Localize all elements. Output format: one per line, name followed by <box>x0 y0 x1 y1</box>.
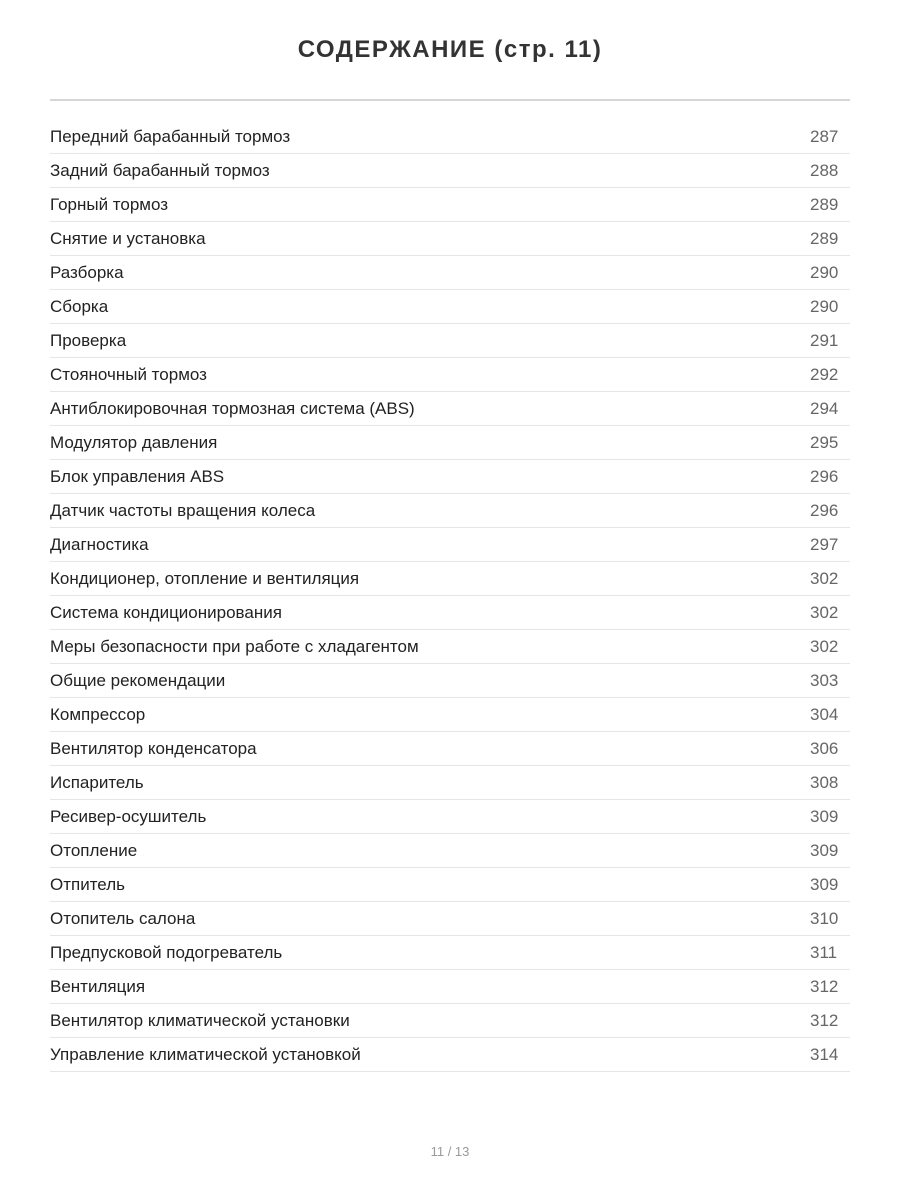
toc-entry[interactable] <box>50 902 850 936</box>
toc-entry[interactable] <box>50 358 850 392</box>
toc-entry[interactable] <box>50 528 850 562</box>
toc-entry-page: 309 <box>810 806 839 826</box>
toc-entry-label: Датчик частоты вращения колеса <box>50 500 316 520</box>
toc-entry-page: 296 <box>810 466 839 486</box>
title-divider <box>50 99 850 101</box>
toc-entry-page: 309 <box>810 874 839 894</box>
toc-entry-label: Передний барабанный тормоз <box>50 126 291 146</box>
toc-entry-page: 302 <box>810 568 839 588</box>
toc-entry-label: Разборка <box>50 262 124 282</box>
toc-entry[interactable] <box>50 698 850 732</box>
toc-entry[interactable] <box>50 222 850 256</box>
toc-entry-label: Горный тормоз <box>50 194 169 214</box>
toc-entry[interactable] <box>50 460 850 494</box>
toc-entry[interactable] <box>50 426 850 460</box>
toc-entry[interactable] <box>50 766 850 800</box>
toc-entry[interactable] <box>50 800 850 834</box>
toc-entry-label: Система кондиционирования <box>50 602 282 622</box>
toc-entry-label: Меры безопасности при работе с хладагентом <box>50 636 419 656</box>
toc-entry-page: 306 <box>810 738 839 758</box>
toc-entry[interactable] <box>50 630 850 664</box>
toc-entry[interactable] <box>50 1038 850 1072</box>
toc-entry-page: 302 <box>810 602 839 622</box>
toc-entry-label: Отопитель салона <box>50 908 196 928</box>
toc-entry-label: Отопление <box>50 840 138 860</box>
toc-entry-page: 303 <box>810 670 839 690</box>
toc-entry-label: Стояночный тормоз <box>50 364 207 384</box>
page-indicator: 11 / 13 <box>430 1144 470 1159</box>
toc-entry-page: 314 <box>810 1044 839 1064</box>
toc-entry-page: 310 <box>810 908 839 928</box>
toc-entry-label: Компрессор <box>50 704 146 724</box>
toc-entry-page: 302 <box>810 636 839 656</box>
toc-entry[interactable] <box>50 664 850 698</box>
toc-entry[interactable] <box>50 120 850 154</box>
toc-entry-label: Снятие и установка <box>50 228 206 248</box>
toc-entry-page: 309 <box>810 840 839 860</box>
toc-entry-label: Сборка <box>50 296 109 316</box>
toc-entry-label: Вентиляция <box>50 976 146 996</box>
toc-entry[interactable] <box>50 256 850 290</box>
toc-entry-label: Отпитель <box>50 874 125 894</box>
toc-entry-label: Вентилятор климатической установки <box>50 1010 350 1030</box>
toc-entry[interactable] <box>50 494 850 528</box>
toc-entry-label: Кондиционер, отопление и вентиляция <box>50 568 360 588</box>
toc-entry-page: 290 <box>810 262 839 282</box>
toc-entry-page: 294 <box>810 398 839 418</box>
toc-entry-page: 311 <box>810 942 838 962</box>
toc-entry-page: 312 <box>810 976 839 996</box>
toc-entry-page: 290 <box>810 296 839 316</box>
toc-entry-label: Предпусковой подогреватель <box>50 942 283 962</box>
toc-entry[interactable] <box>50 1004 850 1038</box>
toc-entry[interactable] <box>50 936 850 970</box>
toc-entry[interactable] <box>50 290 850 324</box>
toc-entry-page: 289 <box>810 228 839 248</box>
toc-entry-label: Задний барабанный тормоз <box>50 160 270 180</box>
toc-entry-page: 297 <box>810 534 839 554</box>
toc-entry-page: 287 <box>810 126 839 146</box>
toc-entry-page: 295 <box>810 432 839 452</box>
toc-entry-label: Антиблокировочная тормозная система (ABS) <box>50 398 415 418</box>
toc-entry[interactable] <box>50 732 850 766</box>
toc-entry[interactable] <box>50 392 850 426</box>
toc-entry-page: 308 <box>810 772 839 792</box>
toc-entry-page: 304 <box>810 704 839 724</box>
toc-entry[interactable] <box>50 834 850 868</box>
toc-entry-label: Вентилятор конденсатора <box>50 738 257 758</box>
toc-list <box>50 120 850 1072</box>
toc-entry-label: Ресивер-осушитель <box>50 806 207 826</box>
toc-entry[interactable] <box>50 562 850 596</box>
toc-entry-page: 312 <box>810 1010 839 1030</box>
toc-entry-label: Общие рекомендации <box>50 670 226 690</box>
toc-entry-page: 296 <box>810 500 839 520</box>
toc-entry[interactable] <box>50 970 850 1004</box>
toc-entry-label: Испаритель <box>50 772 144 792</box>
toc-entry-label: Управление климатической установкой <box>50 1044 361 1064</box>
page-title: СОДЕРЖАНИЕ (стр. 11) <box>297 36 603 63</box>
toc-entry-page: 289 <box>810 194 839 214</box>
toc-entry-label: Модулятор давления <box>50 432 218 452</box>
toc-entry[interactable] <box>50 868 850 902</box>
toc-entry[interactable] <box>50 596 850 630</box>
toc-entry[interactable] <box>50 154 850 188</box>
toc-entry-page: 291 <box>810 330 839 350</box>
toc-entry[interactable] <box>50 324 850 358</box>
toc-entry-page: 288 <box>810 160 839 180</box>
toc-entry[interactable] <box>50 188 850 222</box>
toc-entry-label: Диагностика <box>50 534 149 554</box>
toc-entry-label: Блок управления ABS <box>50 466 225 486</box>
toc-entry-label: Проверка <box>50 330 127 350</box>
toc-entry-page: 292 <box>810 364 839 384</box>
